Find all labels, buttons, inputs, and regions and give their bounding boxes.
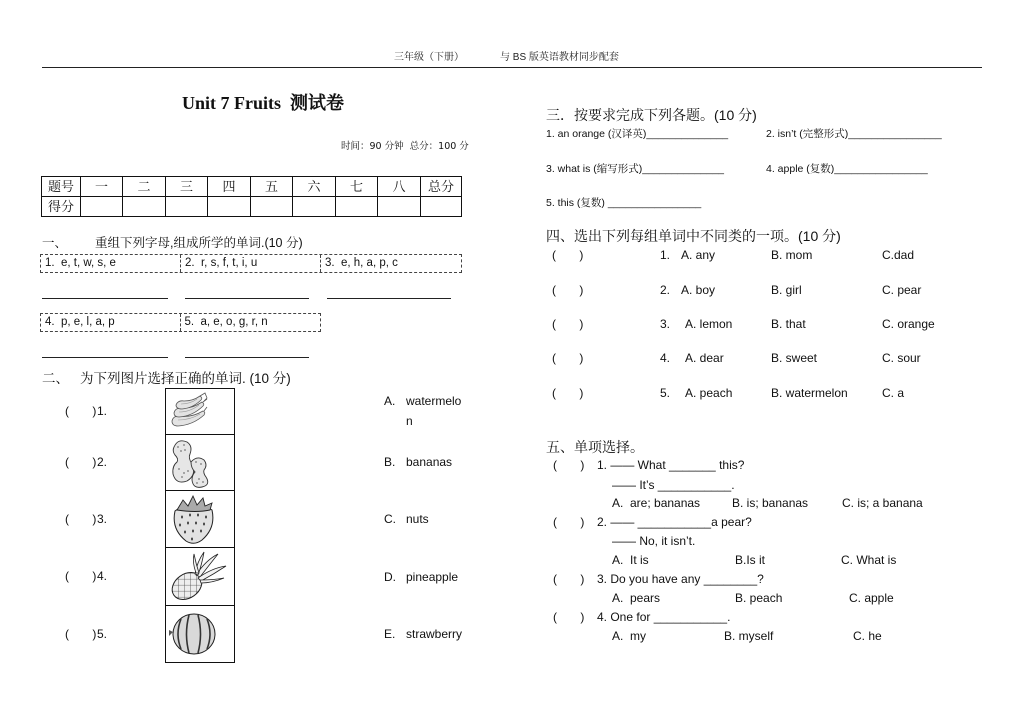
choice-a: A. boy [681,283,716,297]
header-series: 与 BS 版英语教材同步配套 [500,52,619,63]
choice-b: B. sweet [771,351,818,365]
choice-b: B. peach [735,591,783,605]
section5-question [0,611,1024,627]
score-table-header-cell: 二 [123,177,166,197]
section2-heading: 为下列图片选择正确的单词. (10 分) [80,371,291,386]
section3-item-3: 3. what is (缩写形式)______________ [546,163,725,175]
section2-option-word-wrap: n [406,414,413,428]
section5-choices [0,554,1024,570]
answer-paren: ( ) [65,512,97,526]
section2-row-number: 4. [97,569,108,583]
choice-c: C. sour [882,351,921,365]
choice-a: A. It is [612,553,649,567]
question-stem: 3. Do you have any ________? [597,572,764,586]
section5-choices [0,627,1024,646]
score-table-header-cell: 四 [208,177,251,197]
score-table-score-row [42,197,462,217]
section2-option-word: watermelo [406,394,462,408]
section2-option-letter: D. [384,570,396,584]
score-table-header-cell: 七 [336,177,378,197]
section2-option-letter: A. [384,394,396,408]
choice-c: C. he [853,629,882,643]
score-table-row-label: 得分 [42,197,81,217]
section2-row-number: 2. [97,455,108,469]
section3-item-5: 5. this (复数) ________________ [546,197,702,209]
answer-paren: ( ) [553,610,585,624]
question-stem: 1. —— What _______ this? [597,458,745,472]
choice-b: B.Is it [735,553,766,567]
question-stem: 2. —— ___________a pear? [597,515,752,529]
question-number: 2. [660,283,671,297]
choice-c: C. pear [882,283,922,297]
section3-item-2: 2. isn’t (完整形式)________________ [766,128,942,140]
choice-c: C. is; a banana [842,496,923,510]
question-line2: —— It’s ___________. [612,478,735,492]
section1-number: 一、 [42,236,68,250]
section4-row [0,318,1024,334]
answer-paren: ( ) [552,386,584,400]
section4-row [0,284,1024,300]
section3-heading: 三．按要求完成下列各题。(10 分) [546,107,757,123]
choice-b: B. that [771,317,806,331]
choice-a: A. dear [685,351,724,365]
answer-paren: ( ) [552,248,584,262]
score-cell [208,197,251,217]
section5-heading: 五、单项选择。 [546,439,644,455]
answer-paren: ( ) [552,317,584,331]
answer-paren: ( ) [553,572,585,586]
question-line2: —— No, it isn’t. [612,534,696,548]
section4-row [0,387,1024,403]
section1-heading: 重组下列字母,组成所学的单词.(10 分) [95,236,303,250]
choice-c: C.dad [882,248,915,262]
section1-item-4: 4. p, e, l, a, p [41,314,181,331]
choice-b: B. mom [771,248,813,262]
question-number: 3. [660,317,671,331]
choice-c: C. a [882,386,905,400]
score-table-header-cell: 三 [166,177,208,197]
answer-paren: ( ) [65,627,97,641]
section2-row-number: 1. [97,404,108,418]
section2-option-word: nuts [406,512,429,526]
section2-row [0,405,1024,421]
choice-a: A. my [612,629,647,643]
section4-row [0,249,1024,265]
section2-option-letter: C. [384,512,396,526]
section2-option-letter: E. [384,627,396,641]
section5-question [0,516,1024,532]
section4-row [0,352,1024,368]
answer-paren: ( ) [553,458,585,472]
answer-paren: ( ) [552,283,584,297]
choice-c: C. apple [849,591,894,605]
section5-question [0,570,1024,589]
section2-option-word: bananas [406,455,453,469]
section2-row-number: 3. [97,512,108,526]
score-cell [123,197,166,217]
exam-meta: 时间：90 分钟 总分：100 分 [341,141,469,152]
score-table-header-cell: 一 [81,177,123,197]
choice-a: A. lemon [685,317,733,331]
choice-a: A. peach [685,386,733,400]
score-cell [293,197,336,217]
score-cell [421,197,462,217]
exam-title: Unit 7 Fruits 测试卷 [182,93,344,113]
section5-choices [0,497,1024,513]
score-table-header-cell: 题号 [42,177,81,197]
score-table-header-cell: 五 [251,177,293,197]
section5-choices [0,592,1024,608]
choice-b: B. is; bananas [732,496,809,510]
choice-c: C. orange [882,317,935,331]
score-cell [251,197,293,217]
header-grade: 三年级（下册） [394,52,464,63]
score-table-header-row [42,177,462,197]
score-cell [81,197,123,217]
choice-a: A. any [681,248,716,262]
section1-item-3: 3. e, h, a, p, c [325,257,398,269]
score-cell [336,197,378,217]
section1-item-1: 1. e, t, w, s, e [41,255,181,272]
header-rule [42,67,982,68]
question-number: 5. [660,386,671,400]
score-cell [378,197,421,217]
answer-paren: ( ) [65,455,97,469]
score-table-header-cell: 六 [293,177,336,197]
section1-item-2: 2. r, s, f, t, i, u [181,255,321,272]
answer-paren: ( ) [65,569,97,583]
question-stem: 4. One for ___________. [597,610,731,624]
section5-question [0,459,1024,475]
section3-item-4: 4. apple (复数)________________ [766,163,928,175]
choice-b: B. girl [771,283,802,297]
score-cell [166,197,208,217]
section1-item-5: 5. a, e, o, g, r, n [184,316,268,328]
choice-c: C. What is [841,553,897,567]
section2-option-letter: B. [384,455,396,469]
section2-number: 二、 [42,371,69,386]
section2-row-number: 5. [97,627,108,641]
score-table-header-cell: 总分 [421,177,462,197]
answer-paren: ( ) [65,404,97,418]
section2-option-word: pineapple [406,570,459,584]
score-table [41,176,462,217]
question-number: 4. [660,351,671,365]
choice-b: B. watermelon [771,386,848,400]
section2-option-word: strawberry [406,627,463,641]
score-table-header-cell: 八 [378,177,421,197]
question-number: 1. [660,248,671,262]
section3-item-1: 1. an orange (汉译英)______________ [546,128,729,140]
choice-b: B. myself [724,629,774,643]
section4-heading: 四、选出下列每组单词中不同类的一项。(10 分) [546,228,841,244]
choice-a: A. are; bananas [612,496,701,510]
answer-paren: ( ) [553,515,585,529]
choice-a: A. pears [612,591,661,605]
answer-paren: ( ) [552,351,584,365]
